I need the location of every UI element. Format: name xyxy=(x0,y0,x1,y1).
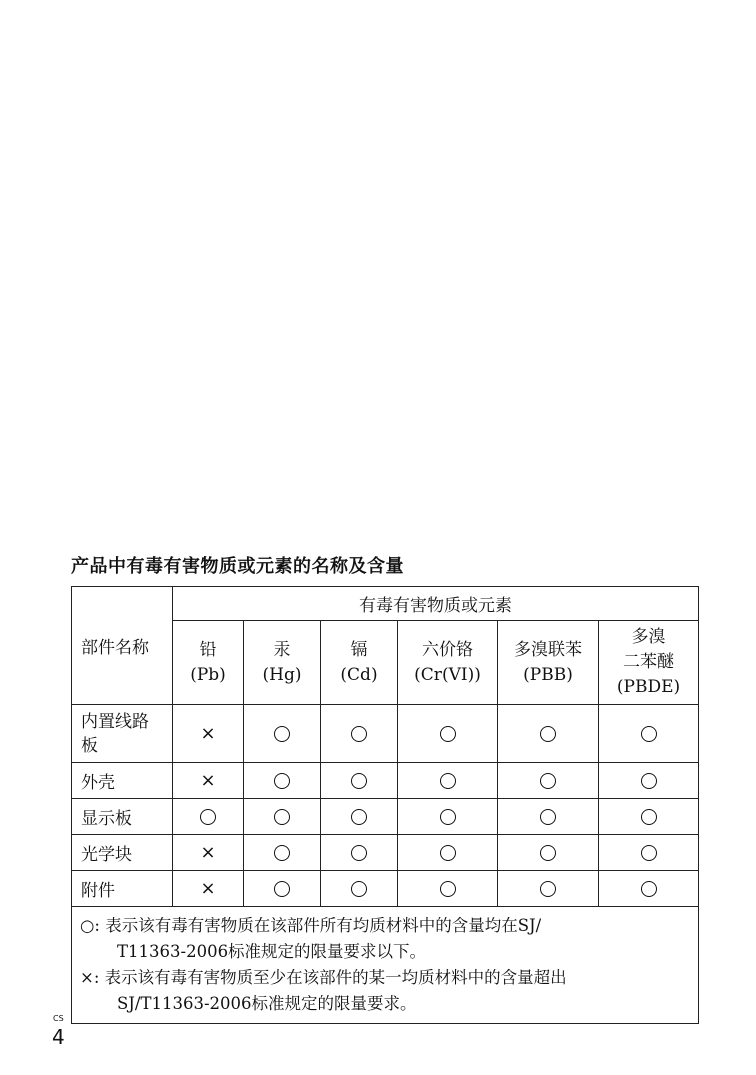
within-limit-mark xyxy=(398,871,498,907)
exceeds-limit-mark xyxy=(173,835,244,871)
within-limit-mark xyxy=(244,799,321,835)
legend-circle-line2: T11363-2006标准规定的限量要求以下。 xyxy=(117,942,427,961)
component-name-cell: 内置线路板 xyxy=(72,705,173,763)
circle-mark xyxy=(540,773,556,789)
circle-mark xyxy=(351,726,367,742)
circle-mark xyxy=(641,881,657,897)
page-number: 4 xyxy=(52,1025,65,1049)
within-limit-mark xyxy=(398,835,498,871)
within-limit-mark xyxy=(321,871,398,907)
within-limit-mark xyxy=(498,835,599,871)
exceeds-limit-mark xyxy=(173,705,244,763)
within-limit-mark xyxy=(244,835,321,871)
circle-mark xyxy=(540,726,556,742)
hazardous-substances-table xyxy=(71,586,699,1024)
legend-cross-line1: ×: 表示该有毒有害物质至少在该部件的某一均质材料中的含量超出 xyxy=(80,968,567,987)
substance-group-header: 有毒有害物质或元素 xyxy=(173,587,699,621)
within-limit-mark xyxy=(599,835,699,871)
table-row xyxy=(72,705,699,763)
circle-mark xyxy=(440,726,456,742)
circle-mark xyxy=(540,845,556,861)
within-limit-mark xyxy=(498,799,599,835)
exceeds-limit-mark xyxy=(173,763,244,799)
component-name-cell: 显示板 xyxy=(72,799,173,835)
circle-mark xyxy=(440,773,456,789)
circle-mark xyxy=(641,726,657,742)
legend-circle-line1: ○: 表示该有毒有害物质在该部件所有均质材料中的含量均在SJ/ xyxy=(80,916,542,935)
within-limit-mark xyxy=(321,705,398,763)
within-limit-mark xyxy=(498,763,599,799)
within-limit-mark xyxy=(173,799,244,835)
legend-notes xyxy=(72,907,699,1024)
component-name-header: 部件名称 xyxy=(72,587,173,705)
within-limit-mark xyxy=(321,835,398,871)
cross-mark: × xyxy=(200,842,216,863)
page-title: 产品中有毒有害物质或元素的名称及含量 xyxy=(71,556,404,577)
within-limit-mark xyxy=(244,871,321,907)
substance-header-mercury: 汞 (Hg) xyxy=(244,621,321,705)
within-limit-mark xyxy=(321,799,398,835)
circle-mark xyxy=(351,773,367,789)
circle-mark xyxy=(274,845,290,861)
circle-mark xyxy=(641,845,657,861)
circle-mark xyxy=(200,809,216,825)
circle-mark xyxy=(540,809,556,825)
table-row xyxy=(72,799,699,835)
within-limit-mark xyxy=(244,705,321,763)
component-name-cell: 附件 xyxy=(72,871,173,907)
circle-mark xyxy=(641,773,657,789)
within-limit-mark xyxy=(498,705,599,763)
circle-mark xyxy=(274,773,290,789)
substance-header-pbde: 多溴 二苯醚 (PBDE) xyxy=(599,621,699,705)
within-limit-mark xyxy=(599,799,699,835)
circle-mark xyxy=(641,809,657,825)
language-code: CS xyxy=(53,1014,64,1023)
legend-cross-line2: SJ/T11363-2006标准规定的限量要求。 xyxy=(117,994,417,1013)
within-limit-mark xyxy=(398,705,498,763)
exceeds-limit-mark xyxy=(173,871,244,907)
circle-mark xyxy=(274,881,290,897)
table-row xyxy=(72,835,699,871)
cross-mark: × xyxy=(200,723,216,744)
within-limit-mark xyxy=(244,763,321,799)
within-limit-mark xyxy=(599,705,699,763)
circle-mark xyxy=(274,726,290,742)
within-limit-mark xyxy=(398,799,498,835)
circle-mark xyxy=(540,881,556,897)
within-limit-mark xyxy=(498,871,599,907)
cross-mark: × xyxy=(200,878,216,899)
within-limit-mark xyxy=(599,871,699,907)
circle-mark xyxy=(351,809,367,825)
component-name-cell: 光学块 xyxy=(72,835,173,871)
substance-header-chromium: 六价铬 (Cr(VI)) xyxy=(398,621,498,705)
circle-mark xyxy=(440,809,456,825)
circle-mark xyxy=(274,809,290,825)
circle-mark xyxy=(351,845,367,861)
circle-mark xyxy=(351,881,367,897)
within-limit-mark xyxy=(321,763,398,799)
circle-mark xyxy=(440,881,456,897)
substance-header-lead: 铅 (Pb) xyxy=(173,621,244,705)
substance-header-pbb: 多溴联苯 (PBB) xyxy=(498,621,599,705)
within-limit-mark xyxy=(398,763,498,799)
substance-header-cadmium: 镉 (Cd) xyxy=(321,621,398,705)
table-row xyxy=(72,763,699,799)
within-limit-mark xyxy=(599,763,699,799)
cross-mark: × xyxy=(200,770,216,791)
table-row xyxy=(72,871,699,907)
circle-mark xyxy=(440,845,456,861)
component-name-cell: 外壳 xyxy=(72,763,173,799)
